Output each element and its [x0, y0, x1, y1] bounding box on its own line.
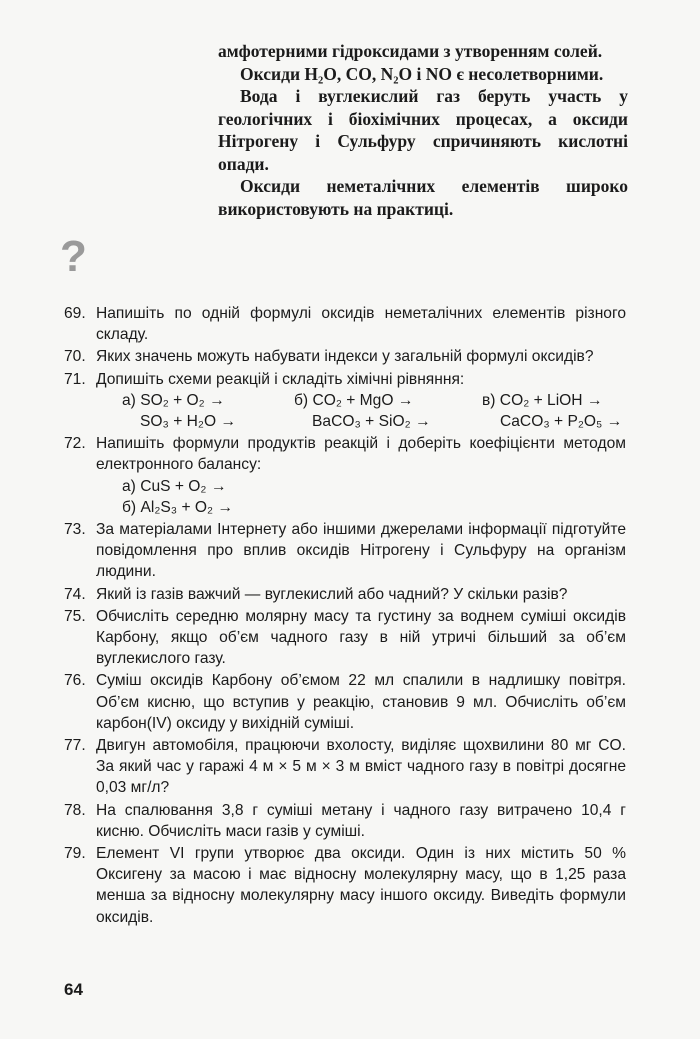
summary-paragraph-1: амфотерними гідроксидами з утворенням солей.	[218, 41, 603, 61]
exercise-text: Напишіть формули продуктів реакцій і доберіть коефіцієнти методом електронного балансу:	[96, 435, 626, 474]
exercise-text: Двигун автомобіля, працюючи вхолосту, виділяє щохвилини 80 мг CO. За який час у гаражі 4 м × 5 м × 3 м вміст чадного газу в повітрі досягне 0,03 мг/л?	[96, 737, 626, 797]
exercise-text: Яких значень можуть набувати індекси у загальній формулі оксидів?	[96, 348, 594, 366]
equation: а) SO₂ + O₂ →	[122, 391, 225, 409]
exercise-75	[64, 606, 626, 670]
exercise-text: Допишіть схеми реакцій і складіть хімічні рівняння:	[96, 370, 465, 388]
equation: б) Al₂S₃ + O₂ →	[122, 498, 234, 516]
summary-paragraph-4: Оксиди неметалічних елементів широко використовують на практиці.	[218, 176, 628, 219]
exercise-number: 71.	[64, 370, 86, 388]
exercise-number: 76.	[64, 672, 86, 690]
exercise-number: 69.	[64, 305, 86, 322]
equation: б) CO₂ + MgO →	[294, 391, 414, 409]
exercise-72	[64, 433, 626, 518]
equation-grid	[96, 390, 626, 432]
exercise-76	[64, 670, 626, 734]
equation: а) CuS + O₂ →	[122, 477, 227, 495]
equation: CaCO₃ + P₂O₅ →	[500, 413, 623, 431]
exercise-number: 70.	[64, 348, 86, 366]
chapter-summary	[218, 40, 628, 220]
exercise-text: Обчисліть середню молярну масу та густину за воднем суміші оксидів Карбону, якщо об’єм чадного газу в ній утричі більший за об’єм вуглекислого газу.	[96, 607, 626, 668]
exercise-number: 79.	[64, 845, 86, 863]
exercise-text: За матеріалами Інтернету або іншими джерелами інформації підготуйте повідомлення про вплив оксидів Нітрогену і Сульфуру на організм людини.	[96, 521, 626, 581]
exercise-number: 73.	[64, 521, 86, 539]
exercise-number: 74.	[64, 585, 86, 603]
summary-paragraph-3: Вода і вуглекислий газ беруть участь у геологічних і біохімічних процесах, а оксиди Нітрогену і Сульфуру спричиняють кислотні опади.	[218, 86, 628, 174]
exercise-number: 75.	[64, 607, 86, 625]
equation: в) CO₂ + LiOH →	[482, 391, 603, 409]
exercise-text: На спалювання 3,8 г суміші метану і чадного газу витрачено 10,4 г кисню. Обчисліть маси газів у суміші.	[96, 801, 626, 840]
exercise-text: Суміш оксидів Карбону об’ємом 22 мл спалили в надлишку повітря. Об’єм кисню, що вступив у реакцію, становив 9 мл. Обчисліть об’єм карбон(IV) оксиду у вихідній суміші.	[96, 672, 626, 732]
exercise-69	[64, 303, 626, 345]
equation: SO₃ + H₂O →	[140, 413, 237, 431]
exercise-text: Елемент VI групи утворює два оксиди. Один із них містить 50 % Оксигену за масою і має відносну молекулярну масу, що в 1,25 раза менша за відносну молекулярну масу іншого оксиду. Виведіть формули оксидів.	[96, 845, 626, 926]
summary-paragraph-2: Оксиди H₂O, CO, N₂O і NO є несолетворними.	[240, 63, 604, 84]
exercise-71	[64, 369, 626, 433]
exercise-73	[64, 519, 626, 583]
exercise-number: 77.	[64, 737, 86, 755]
exercise-text: Який із газів важчий — вуглекислий або чадний? У скільки разів?	[96, 585, 568, 603]
exercise-text: Напишіть по одній формулі оксидів неметалічних елементів різного складу.	[96, 305, 626, 344]
exercise-77	[64, 735, 626, 799]
equation-list	[96, 476, 626, 518]
exercise-70	[64, 346, 626, 367]
exercise-number: 78.	[64, 801, 86, 819]
question-mark-icon: ?	[60, 232, 87, 281]
exercise-74	[64, 584, 626, 605]
exercise-number: 72.	[64, 435, 86, 453]
exercise-78	[64, 800, 626, 842]
exercise-list	[64, 303, 626, 929]
equation: BaCO₃ + SiO₂ →	[312, 413, 431, 431]
page-number: 64	[64, 980, 83, 999]
exercise-79	[64, 843, 626, 928]
